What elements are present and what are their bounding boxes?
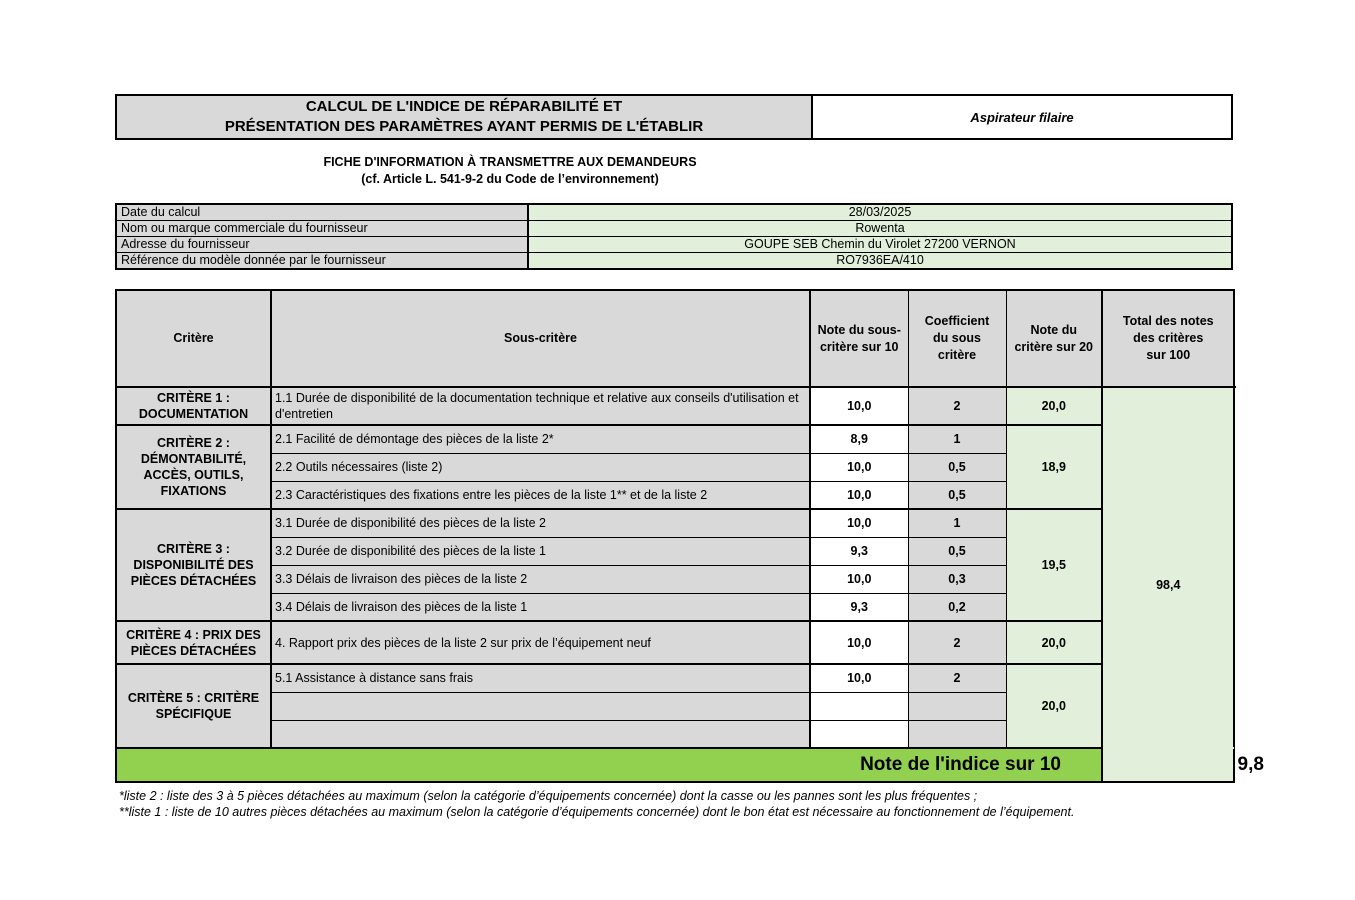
footnote-liste-2: *liste 2 : liste des 3 à 5 pièces détachées au maximum (selon la catégorie d’équipements concernée) dont la casse ou les pannes sont les plus fréquentes ; xyxy=(119,789,978,803)
sub-note-3-2: 9,3 xyxy=(810,537,908,565)
title-box xyxy=(115,94,1233,140)
criterion-2-score: 18,9 xyxy=(1006,425,1102,509)
sub-note-5-2-empty xyxy=(810,692,908,720)
sub-note-3-3: 10,0 xyxy=(810,565,908,593)
sub-note-2-1: 8,9 xyxy=(810,425,908,453)
header-row xyxy=(116,290,1234,387)
criterion-4-score: 20,0 xyxy=(1006,621,1102,664)
title-line-1: CALCUL DE L'INDICE DE RÉPARABILITÉ ET xyxy=(305,98,623,115)
info-row-reference xyxy=(116,253,1232,270)
sub-criterion-1-1: 1.1 Durée de disponibilité de la documentation technique et relative aux conseils d'utilisation et d'entretien xyxy=(271,387,810,425)
footer-row: Note de l'indice sur 10 9,8 xyxy=(116,748,1234,782)
date-value: 28/03/2025 xyxy=(528,204,1232,221)
subtitle-line-1: FICHE D'INFORMATION À TRANSMETTRE AUX DEMANDEURS xyxy=(323,155,697,169)
coef-3-2: 0,5 xyxy=(908,537,1006,565)
product-type: Aspirateur filaire xyxy=(970,109,1074,125)
final-score-label: Note de l'indice sur 10 xyxy=(116,748,1102,782)
sub-note-3-1: 10,0 xyxy=(810,509,908,537)
sub-criterion-3-3: 3.3 Délais de livraison des pièces de la liste 2 xyxy=(271,565,810,593)
sub-note-4: 10,0 xyxy=(810,621,908,664)
criterion-1-name-l2: DOCUMENTATION xyxy=(138,407,249,421)
criterion-2-name-l4: FIXATIONS xyxy=(160,484,227,498)
criterion-3-score: 19,5 xyxy=(1006,509,1102,621)
criterion-5-name xyxy=(116,664,271,748)
col-note-sous-l1: Note du sous- xyxy=(817,322,901,337)
col-total-l3: sur 100 xyxy=(1146,348,1191,362)
criterion-4-name-l1: CRITÈRE 4 : PRIX DES xyxy=(126,627,261,642)
col-note-crit-l2: critère sur 20 xyxy=(1014,339,1094,354)
criterion-2-name-l2: DÉMONTABILITÉ, xyxy=(140,452,247,466)
sub-note-3-4: 9,3 xyxy=(810,593,908,621)
sub-criterion-5-2-empty xyxy=(271,692,810,720)
col-sous-critere: Sous-critère xyxy=(271,290,810,387)
coef-5-2-empty xyxy=(908,692,1006,720)
address-value: GOUPE SEB Chemin du Virolet 27200 VERNON xyxy=(528,237,1232,253)
col-coefficient xyxy=(908,290,1006,387)
table-row xyxy=(116,621,1234,664)
subtitle xyxy=(200,154,820,188)
coef-3-3: 0,3 xyxy=(908,565,1006,593)
sub-note-1-1: 10,0 xyxy=(810,387,908,425)
col-total-l1: Total des notes xyxy=(1122,314,1214,328)
total-100: 98,4 xyxy=(1102,387,1234,782)
criterion-2-name xyxy=(116,425,271,509)
sub-criterion-3-2: 3.2 Durée de disponibilité des pièces de la liste 1 xyxy=(271,537,810,565)
criterion-3-name-l2: DISPONIBILITÉ DES xyxy=(133,558,254,572)
info-row-date xyxy=(116,204,1232,221)
sub-criterion-5-1: 5.1 Assistance à distance sans frais xyxy=(271,664,810,692)
col-total xyxy=(1102,290,1234,387)
col-total-l2: des critères xyxy=(1133,331,1204,345)
sub-criterion-4: 4. Rapport prix des pièces de la liste 2 sur prix de l’équipement neuf xyxy=(271,621,810,664)
sub-criterion-2-3: 2.3 Caractéristiques des fixations entre les pièces de la liste 1** et de la liste 2 xyxy=(271,481,810,509)
title-block xyxy=(117,96,813,138)
table-row xyxy=(116,509,1234,537)
col-note-sous-l2: critère sur 10 xyxy=(819,339,899,354)
brand-value: Rowenta xyxy=(528,221,1232,237)
coef-5-3-empty xyxy=(908,720,1006,748)
criterion-1-score: 20,0 xyxy=(1006,387,1102,425)
sub-note-2-3: 10,0 xyxy=(810,481,908,509)
coef-4: 2 xyxy=(908,621,1006,664)
sub-criterion-3-1: 3.1 Durée de disponibilité des pièces de la liste 2 xyxy=(271,509,810,537)
sub-criterion-5-3-empty xyxy=(271,720,810,748)
info-row-brand xyxy=(116,221,1232,237)
coef-3-4: 0,2 xyxy=(908,593,1006,621)
repairability-table xyxy=(115,289,1264,783)
criterion-5-score: 20,0 xyxy=(1006,664,1102,748)
col-coef-l2: du sous xyxy=(933,331,981,345)
criterion-1-name xyxy=(116,387,271,425)
criterion-5-name-l1: CRITÈRE 5 : CRITÈRE xyxy=(127,691,260,705)
criterion-5-name-l2: SPÉCIFIQUE xyxy=(155,707,232,721)
date-label: Date du calcul xyxy=(116,204,528,221)
coef-1-1: 2 xyxy=(908,387,1006,425)
criterion-2-name-l3: ACCÈS, OUTILS, xyxy=(143,468,244,482)
coef-2-2: 0,5 xyxy=(908,453,1006,481)
criterion-4-name-l2: PIÈCES DÉTACHÉES xyxy=(130,643,257,658)
col-coef-l1: Coefficient xyxy=(924,314,990,328)
address-label: Adresse du fournisseur xyxy=(116,237,528,253)
col-note-sous-critere xyxy=(810,290,908,387)
col-note-critere xyxy=(1006,290,1102,387)
info-row-address xyxy=(116,237,1232,253)
criterion-3-name xyxy=(116,509,271,621)
sub-criterion-3-4: 3.4 Délais de livraison des pièces de la liste 1 xyxy=(271,593,810,621)
reference-label: Référence du modèle donnée par le fournisseur xyxy=(116,253,528,270)
sub-note-2-2: 10,0 xyxy=(810,453,908,481)
title-line-2: PRÉSENTATION DES PARAMÈTRES AYANT PERMIS DE L'ÉTABLIR xyxy=(224,118,704,135)
brand-label: Nom ou marque commerciale du fournisseur xyxy=(116,221,528,237)
sub-criterion-2-1: 2.1 Facilité de démontage des pièces de la liste 2* xyxy=(271,425,810,453)
coef-2-3: 0,5 xyxy=(908,481,1006,509)
col-note-crit-l1: Note du xyxy=(1030,322,1078,337)
table-row xyxy=(116,664,1234,692)
supplier-info-table xyxy=(115,203,1233,270)
criterion-1-name-l1: CRITÈRE 1 : xyxy=(157,391,230,405)
col-coef-l3: critère xyxy=(937,348,977,362)
criterion-4-name xyxy=(116,621,271,664)
subtitle-line-2: (cf. Article L. 541-9-2 du Code de l’environnement) xyxy=(361,172,659,186)
reference-value: RO7936EA/410 xyxy=(528,253,1232,270)
coef-5-1: 2 xyxy=(908,664,1006,692)
criterion-3-name-l3: PIÈCES DÉTACHÉES xyxy=(130,574,257,588)
table-row xyxy=(116,387,1234,425)
footnote-liste-1: **liste 1 : liste de 10 autres pièces détachées au maximum (selon la catégorie d’équipements concernée) dont le bon état est nécessaire au fonctionnement de l’équipement. xyxy=(119,805,1075,819)
table-row xyxy=(116,425,1234,453)
col-critere: Critère xyxy=(116,290,271,387)
coef-3-1: 1 xyxy=(908,509,1006,537)
sub-criterion-2-2: 2.2 Outils nécessaires (liste 2) xyxy=(271,453,810,481)
coef-2-1: 1 xyxy=(908,425,1006,453)
sub-note-5-3-empty xyxy=(810,720,908,748)
sub-note-5-1: 10,0 xyxy=(810,664,908,692)
footnotes xyxy=(119,788,1199,820)
criterion-2-name-l1: CRITÈRE 2 : xyxy=(157,436,230,450)
criterion-3-name-l1: CRITÈRE 3 : xyxy=(157,542,230,556)
